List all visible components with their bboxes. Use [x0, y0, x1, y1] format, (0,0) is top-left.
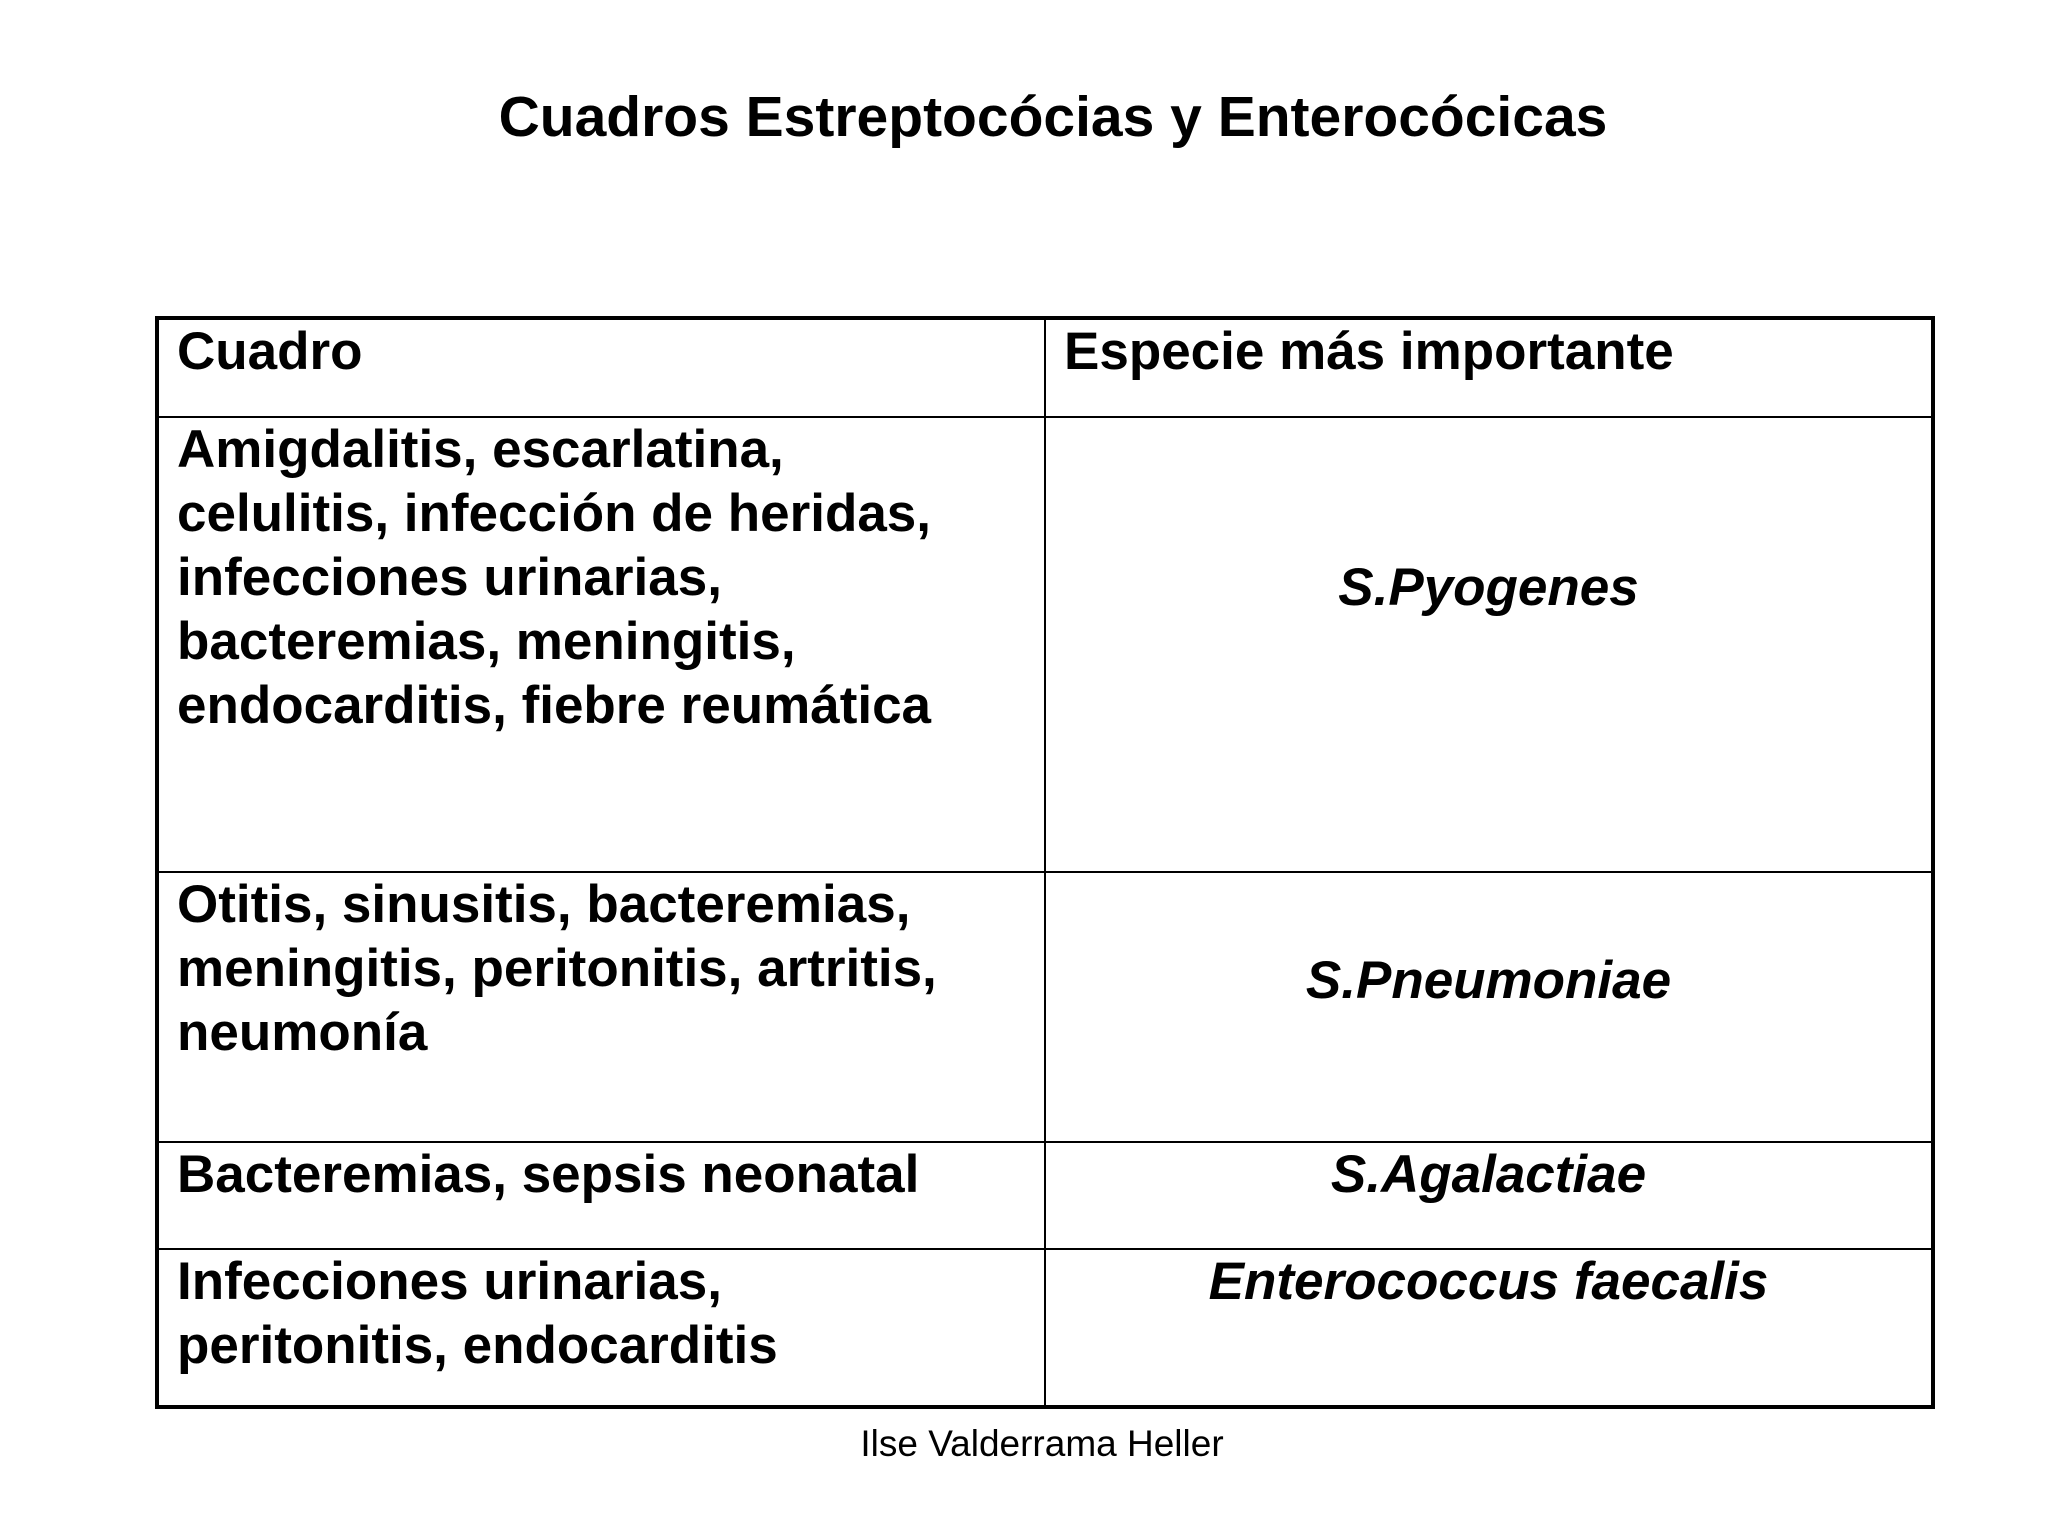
header-especie: Especie más importante — [1045, 318, 1933, 417]
cuadro-line: Infecciones urinarias, — [177, 1252, 722, 1311]
especie-cell: Enterococcus faecalis — [1045, 1249, 1933, 1407]
cuadro-line: infecciones urinarias, — [177, 548, 722, 607]
table-row — [157, 1142, 1933, 1249]
cuadro-line: Amigdalitis, escarlatina, — [177, 420, 784, 479]
disease-species-table — [155, 316, 1935, 1409]
cuadro-line: Otitis, sinusitis, bacteremias, — [177, 875, 911, 934]
table-row — [157, 1249, 1933, 1407]
cuadro-line: neumonía — [177, 1003, 428, 1062]
cuadro-cell — [157, 417, 1045, 872]
table-header-row — [157, 318, 1933, 417]
cuadro-line: meningitis, peritonitis, artritis, — [177, 939, 937, 998]
especie-cell: S.Pneumoniae — [1045, 872, 1933, 1142]
header-cuadro: Cuadro — [157, 318, 1045, 417]
table-row — [157, 872, 1933, 1142]
cuadro-line: Bacteremias, sepsis neonatal — [177, 1145, 920, 1204]
cuadro-cell — [157, 872, 1045, 1142]
cuadro-line: celulitis, infección de heridas, — [177, 484, 932, 543]
page-title: Cuadros Estreptocócias y Enterocócicas — [498, 85, 1608, 149]
author-footer: Ilse Valderrama Heller — [860, 1423, 1224, 1464]
cuadro-line: bacteremias, meningitis, — [177, 612, 796, 671]
cuadro-cell — [157, 1249, 1045, 1407]
table-row — [157, 417, 1933, 872]
cuadro-line: endocarditis, fiebre reumática — [177, 676, 932, 735]
especie-cell: S.Pyogenes — [1045, 417, 1933, 872]
cuadro-line: peritonitis, endocarditis — [177, 1316, 778, 1375]
especie-cell: S.Agalactiae — [1045, 1142, 1933, 1249]
cuadro-cell — [157, 1142, 1045, 1249]
